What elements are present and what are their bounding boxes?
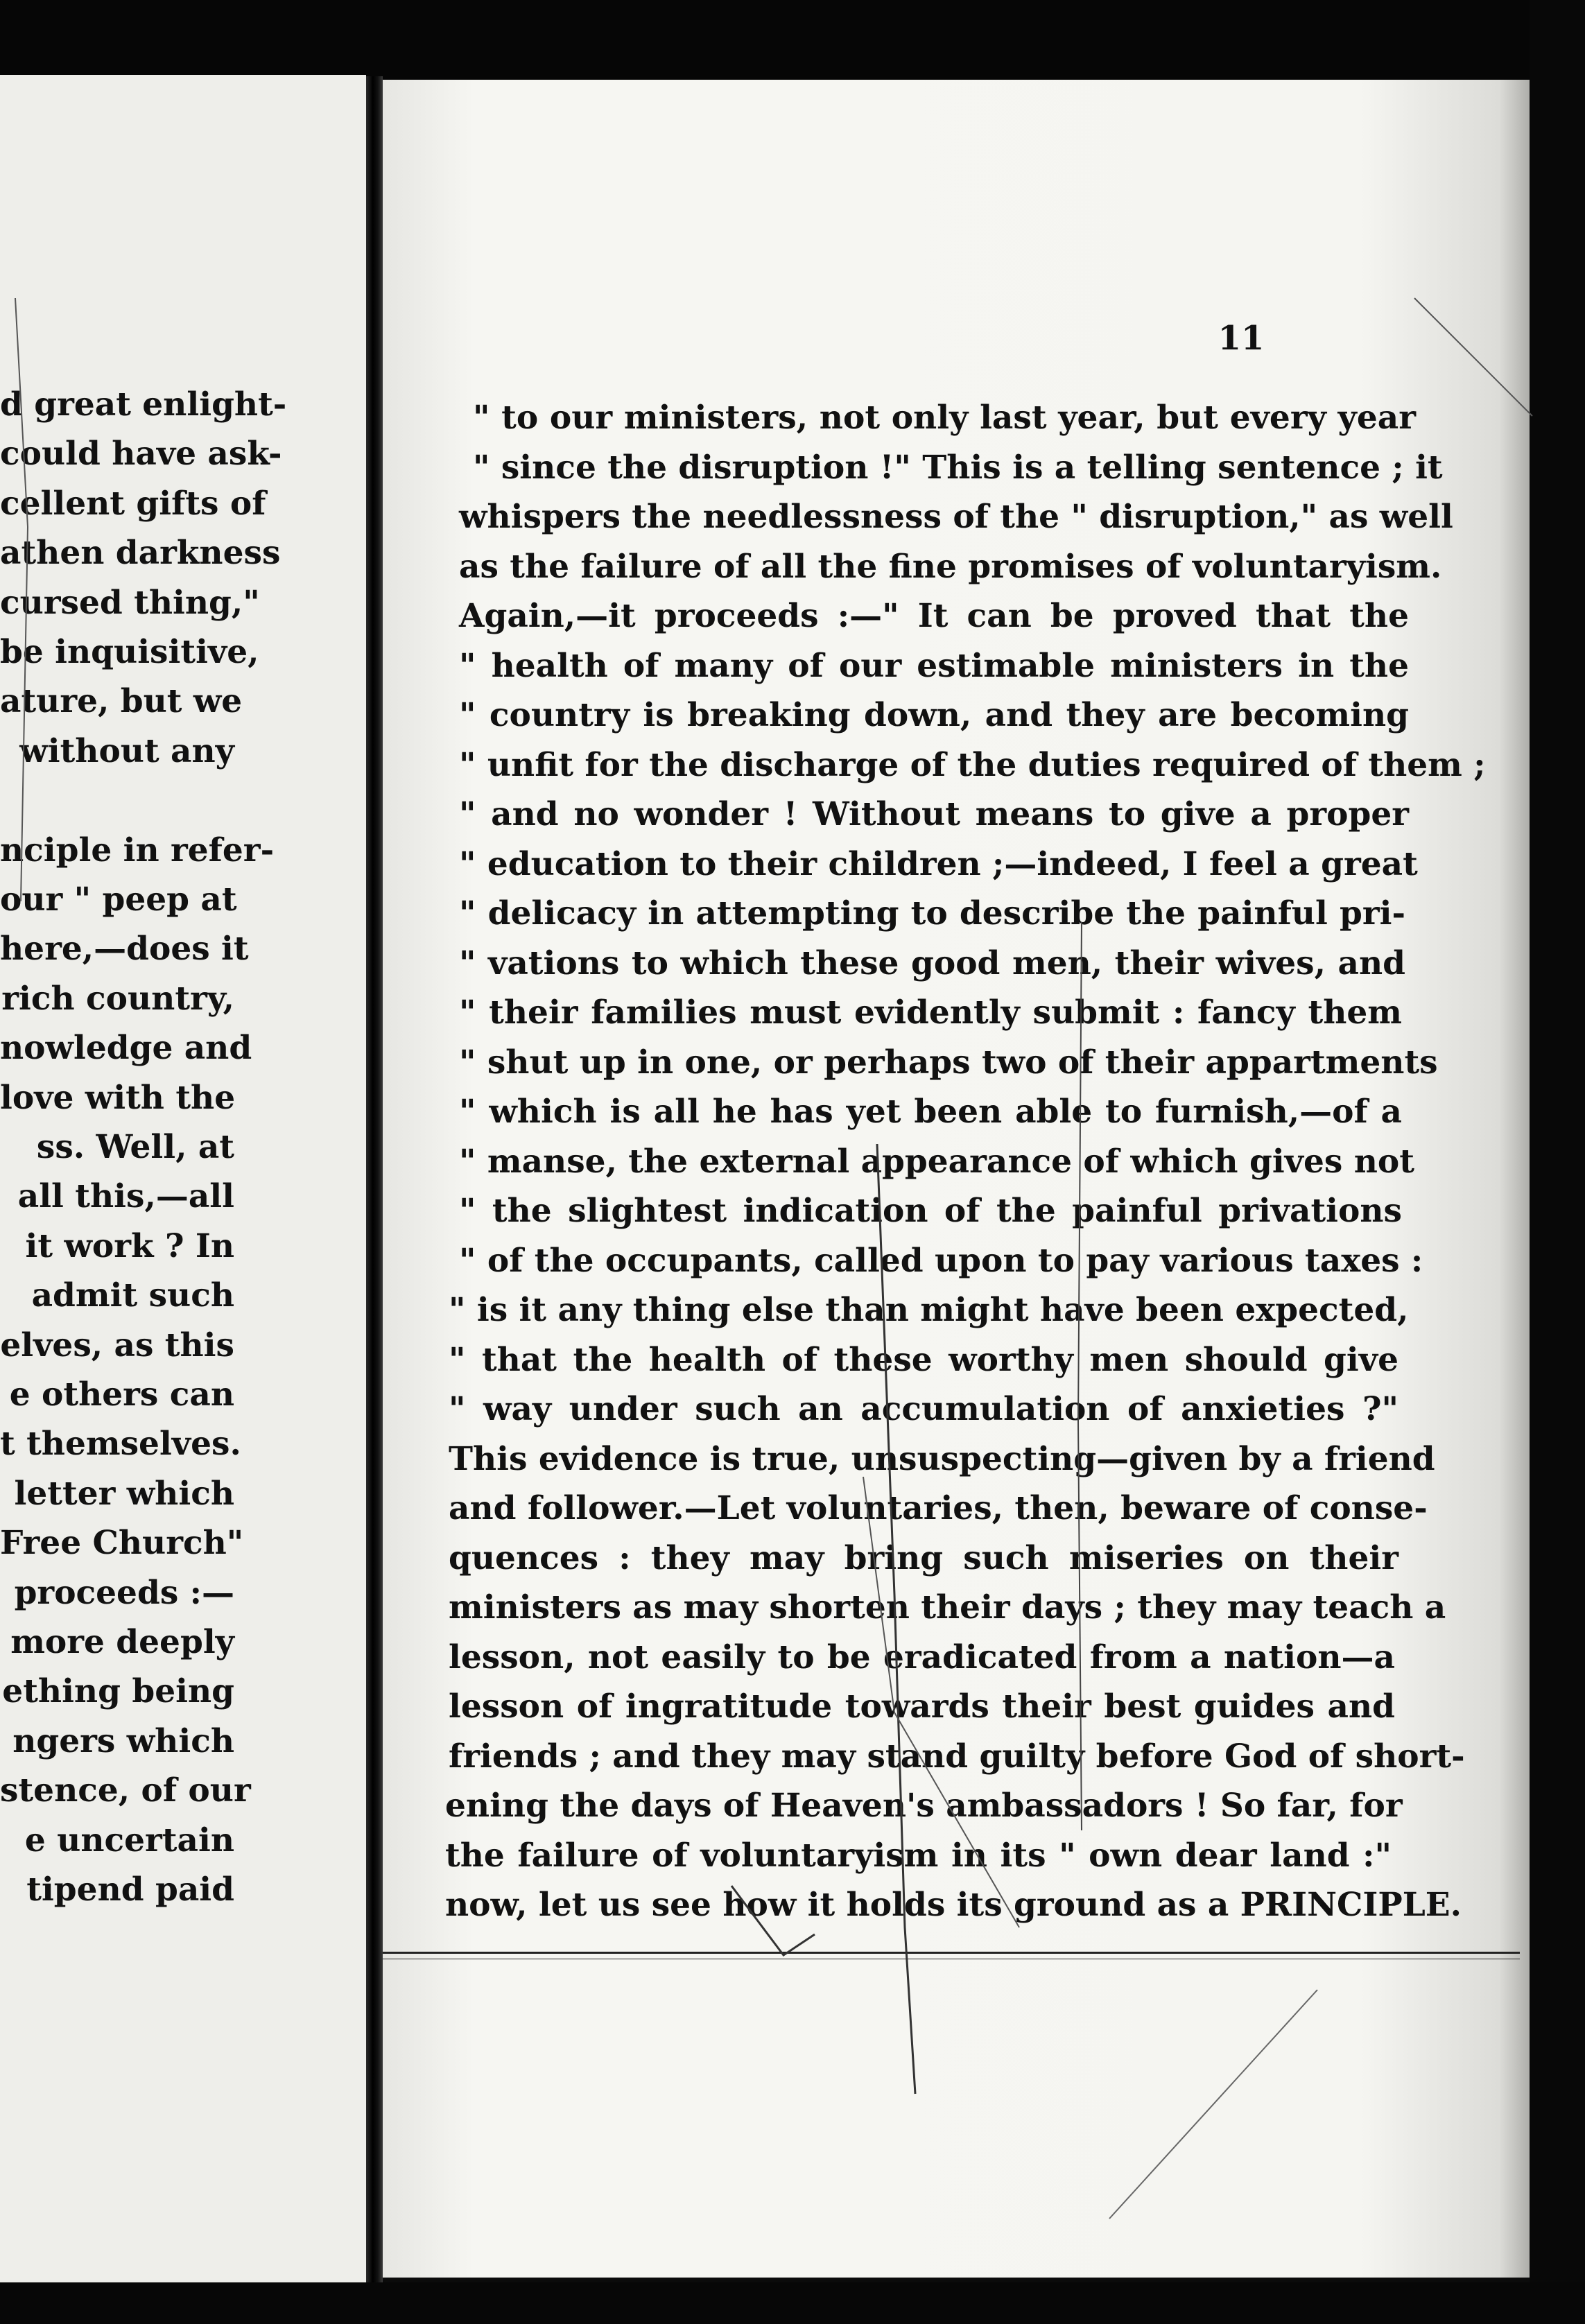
body-text-line: " way under such an accumulation of anxieties ?": [449, 1390, 1398, 1428]
right-page: [383, 80, 1534, 2278]
left-page-line: be inquisitive,: [0, 633, 259, 671]
body-text-line: " since the disruption !" This is a telling sentence ; it: [473, 448, 1443, 487]
left-page-line: without any: [19, 731, 234, 770]
left-page-line: ss. Well, at: [36, 1128, 234, 1166]
left-page-line: could have ask-: [0, 435, 282, 474]
left-page-line: nowledge and: [0, 1029, 252, 1068]
left-page-line: Free Church": [0, 1524, 244, 1563]
body-text-line: " that the health of these worthy men should give: [449, 1340, 1398, 1379]
body-text-line: " the slightest indication of the painful privations: [459, 1192, 1402, 1230]
left-page-line: letter which: [14, 1474, 234, 1513]
page-number: 11: [1218, 319, 1265, 358]
body-text-line: " of the occupants, called upon to pay various taxes :: [459, 1241, 1423, 1280]
body-text-line: " is it any thing else than might have been expected,: [449, 1291, 1409, 1329]
left-page-line: elves, as this: [0, 1326, 234, 1364]
left-page-line: ething being: [2, 1672, 234, 1711]
body-text-line: " manse, the external appearance of which gives not: [459, 1142, 1414, 1181]
scan-border-right: [1530, 0, 1585, 2324]
left-page-line: athen darkness: [0, 534, 281, 573]
bottom-rule: [383, 1952, 1520, 1954]
body-text-line: now, let us see how it holds its ground as a PRINCIPLE.: [445, 1886, 1462, 1924]
scan-border-bottom: [0, 2282, 1585, 2324]
body-text-line: " education to their children ;—indeed, I feel a great: [459, 844, 1418, 883]
body-text-line: " to our ministers, not only last year, but every year: [473, 399, 1416, 437]
left-page-line: cellent gifts of: [0, 484, 266, 523]
left-page-line: here,—does it: [0, 930, 249, 969]
body-text-line: lesson of ingratitude towards their best guides and: [449, 1688, 1395, 1726]
body-text-line: ministers as may shorten their days ; they may teach a: [449, 1588, 1446, 1627]
left-page-line: t themselves.: [0, 1425, 241, 1464]
body-text-line: lesson, not easily to be eradicated from a nation—a: [449, 1638, 1395, 1676]
body-text-line: Again,—it proceeds :—" It can be proved that the: [459, 597, 1409, 635]
left-page-line: nciple in refer-: [0, 831, 275, 869]
body-text-line: " unfit for the discharge of the duties required of them ;: [459, 745, 1486, 784]
body-text-line: " health of many of our estimable ministers in the: [459, 646, 1409, 685]
body-text-line: and follower.—Let voluntaries, then, beware of conse-: [449, 1489, 1428, 1527]
left-page-line: rich country,: [1, 979, 234, 1018]
body-text-line: " shut up in one, or perhaps two of their appartments: [459, 1043, 1438, 1082]
left-page-line: ngers which: [12, 1722, 234, 1760]
left-page-line: love with the: [0, 1078, 236, 1117]
left-page-line: e uncertain: [24, 1821, 234, 1859]
body-text-line: This evidence is true, unsuspecting—given by a friend: [449, 1439, 1435, 1478]
left-page-line: cursed thing,": [0, 583, 260, 622]
left-page-line: d great enlight-: [0, 385, 287, 424]
left-page-line: admit such: [31, 1276, 234, 1315]
body-text-line: as the failure of all the fine promises of voluntaryism.: [459, 547, 1442, 586]
book-gutter: [366, 76, 383, 2295]
body-text-line: whispers the needlessness of the " disruption," as well: [459, 498, 1453, 536]
left-page-line: stence, of our: [0, 1771, 251, 1810]
left-page-line: ature, but we: [0, 682, 243, 721]
left-page-line: all this,—all: [17, 1177, 234, 1216]
body-text-line: " vations to which these good men, their wives, and: [459, 944, 1405, 982]
body-text-line: " country is breaking down, and they are becoming: [459, 696, 1409, 734]
left-page-line: tipend paid: [26, 1871, 234, 1909]
left-page: [0, 75, 366, 2293]
left-page-line: proceeds :—: [14, 1573, 234, 1612]
body-text-line: ening the days of Heaven's ambassadors ! So far, for: [445, 1787, 1403, 1825]
body-text-line: friends ; and they may stand guilty before God of short-: [449, 1737, 1465, 1776]
body-text-line: " delicacy in attempting to describe the painful pri-: [459, 894, 1405, 933]
body-text-line: the failure of voluntaryism in its " own dear land :": [445, 1836, 1392, 1875]
left-page-line: it work ? In: [25, 1226, 234, 1265]
body-text-line: " which is all he has yet been able to furnish,—of a: [459, 1093, 1402, 1131]
left-page-line: e others can: [9, 1376, 234, 1414]
left-page-line: our " peep at: [0, 881, 237, 919]
body-text-line: quences : they may bring such miseries on their: [449, 1538, 1398, 1577]
scan-border-top: [0, 0, 1585, 83]
body-text-line: " their families must evidently submit : fancy them: [459, 994, 1402, 1032]
left-page-line: more deeply: [10, 1623, 234, 1661]
body-text-line: " and no wonder ! Without means to give a proper: [459, 795, 1409, 833]
